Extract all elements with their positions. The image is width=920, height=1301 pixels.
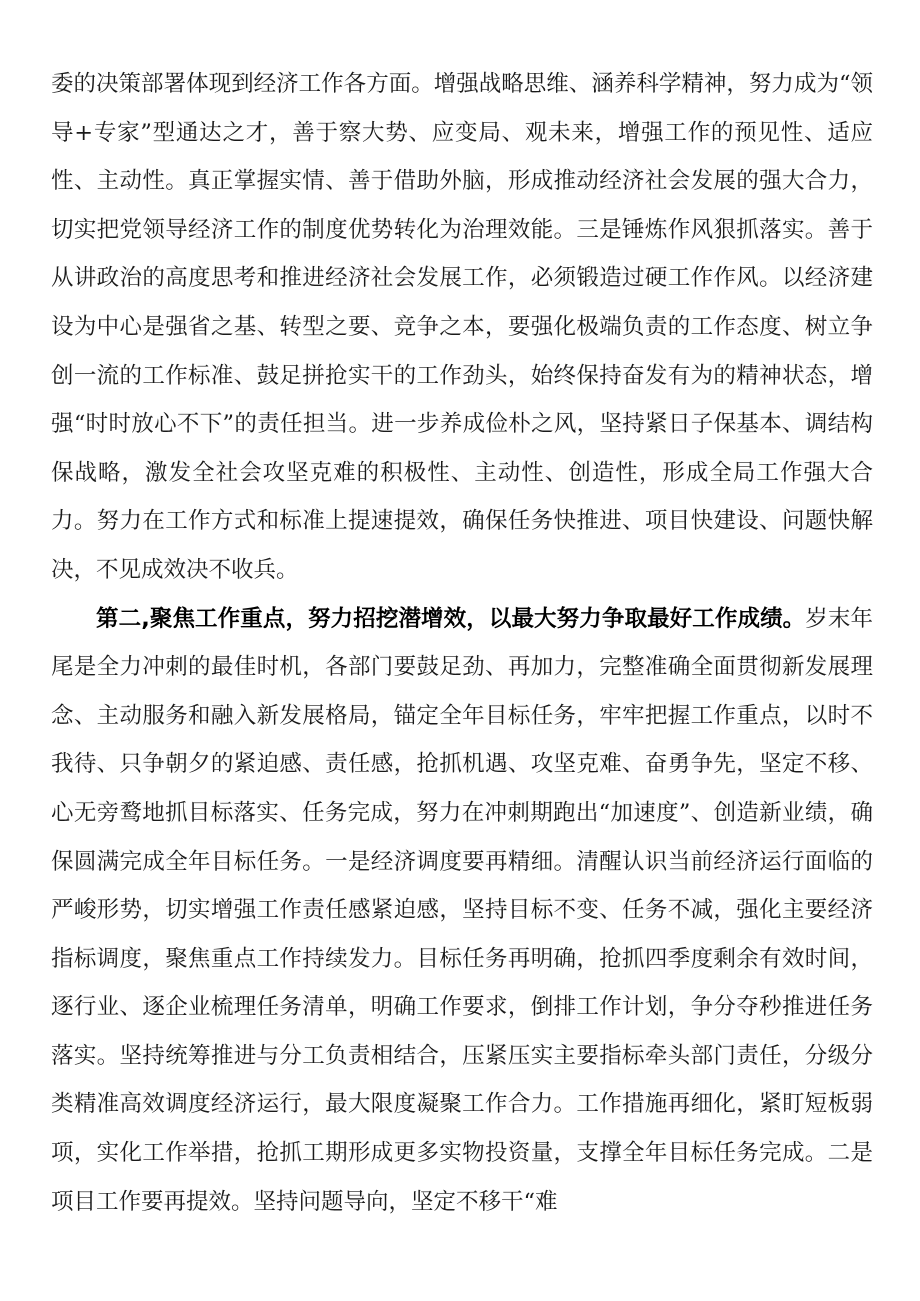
document-body	[51, 60, 873, 1226]
section-heading: 第二,聚焦工作重点，努力招挖潜增效，以最大努力争取最好工作成绩。	[96, 605, 806, 632]
paragraph-continuation: 委的决策部署体现到经济工作各方面。增强战略思维、涵养科学精神，努力成为“领导+专家”型通达之才，善于察大势、应变局、观未来，增强工作的预见性、适应性、主动性。真正掌握实情、善于借助外脑，形成推动经济社会发展的强大合力，切实把党领导经济工作的制度优势转化为治理效能。三是锤炼作风狠抓落实。善于从讲政治的高度思考和推进经济社会发展工作，必须锻造过硬工作作风。以经济建设为中心是强省之基、转型之要、竞争之本，要强化极端负责的工作态度、树立争创一流的工作标准、鼓足拼抢实干的工作劲头，始终保持奋发有为的精神状态，增强“时时放心不下”的责任担当。进一步养成俭朴之风，坚持紧日子保基本、调结构保战略，激发全社会攻坚克难的积极性、主动性、创造性，形成全局工作强大合力。努力在工作方式和标准上提速提效，确保任务快推进、项目快建设、问题快解决，不见成效决不收兵。	[51, 71, 873, 583]
section-body: 岁末年尾是全力冲刺的最佳时机，各部门要鼓足劲、再加力，完整准确全面贯彻新发展理念、主动服务和融入新发展格局，锚定全年目标任务，牢牢把握工作重点，以时不我待、只争朝夕的紧迫感、责任感，抢抓机遇、攻坚克难、奋勇争先，坚定不移、心无旁鹜地抓目标落实、任务完成，努力在冲刺期跑出“加速度”、创造新业绩，确保圆满完成全年目标任务。一是经济调度要再精细。清醒认识当前经济运行面临的严峻形势，切实增强工作责任感紧迫感，坚持目标不变、任务不减，强化主要经济指标调度，聚焦重点工作持续发力。目标任务再明确，抢抓四季度剩余有效时间，逐行业、逐企业梳理任务清单，明确工作要求，倒排工作计划，争分夺秒推进任务落实。坚持统筹推进与分工负责相结合，压紧压实主要指标牵头部门责任，分级分类精准高效调度经济运行，最大限度凝聚工作合力。工作措施再细化，紧盯短板弱项，实化工作举措，抢抓工期形成更多实物投资量，支撑全年目标任务完成。二是项目工作要再提效。坚持问题导向，坚定不移干“难	[51, 605, 873, 1215]
paragraph-section-two	[51, 595, 873, 1227]
